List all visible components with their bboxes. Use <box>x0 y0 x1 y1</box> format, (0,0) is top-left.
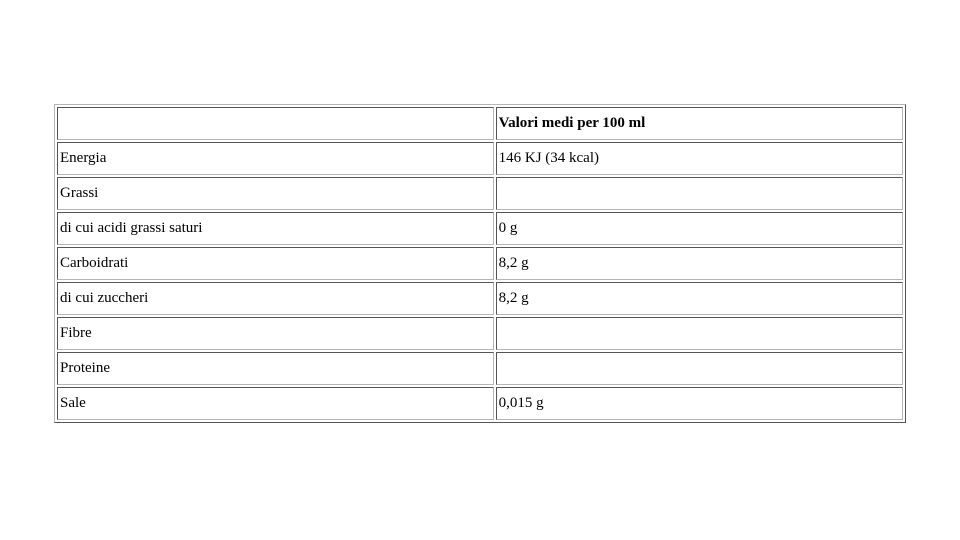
nutrient-value <box>496 317 903 350</box>
header-label-cell <box>57 107 494 140</box>
header-value-cell: Valori medi per 100 ml <box>496 107 903 140</box>
nutrient-value: 0,015 g <box>496 387 903 420</box>
nutrient-value: 0 g <box>496 212 903 245</box>
table-row <box>57 387 903 420</box>
table-row <box>57 177 903 210</box>
nutrition-table <box>54 104 906 423</box>
table-row <box>57 282 903 315</box>
nutrient-value <box>496 177 903 210</box>
nutrient-label: Energia <box>57 142 494 175</box>
table-row <box>57 142 903 175</box>
nutrient-label: Grassi <box>57 177 494 210</box>
table-header-row <box>57 107 903 140</box>
nutrient-value: 8,2 g <box>496 247 903 280</box>
nutrient-label: Proteine <box>57 352 494 385</box>
nutrient-label: Sale <box>57 387 494 420</box>
table-row <box>57 317 903 350</box>
table-row <box>57 212 903 245</box>
table-row <box>57 352 903 385</box>
nutrient-value: 146 KJ (34 kcal) <box>496 142 903 175</box>
nutrient-label: Carboidrati <box>57 247 494 280</box>
nutrient-value <box>496 352 903 385</box>
nutrient-label: Fibre <box>57 317 494 350</box>
nutrient-label: di cui zuccheri <box>57 282 494 315</box>
table-row <box>57 247 903 280</box>
nutrient-value: 8,2 g <box>496 282 903 315</box>
nutrient-label: di cui acidi grassi saturi <box>57 212 494 245</box>
